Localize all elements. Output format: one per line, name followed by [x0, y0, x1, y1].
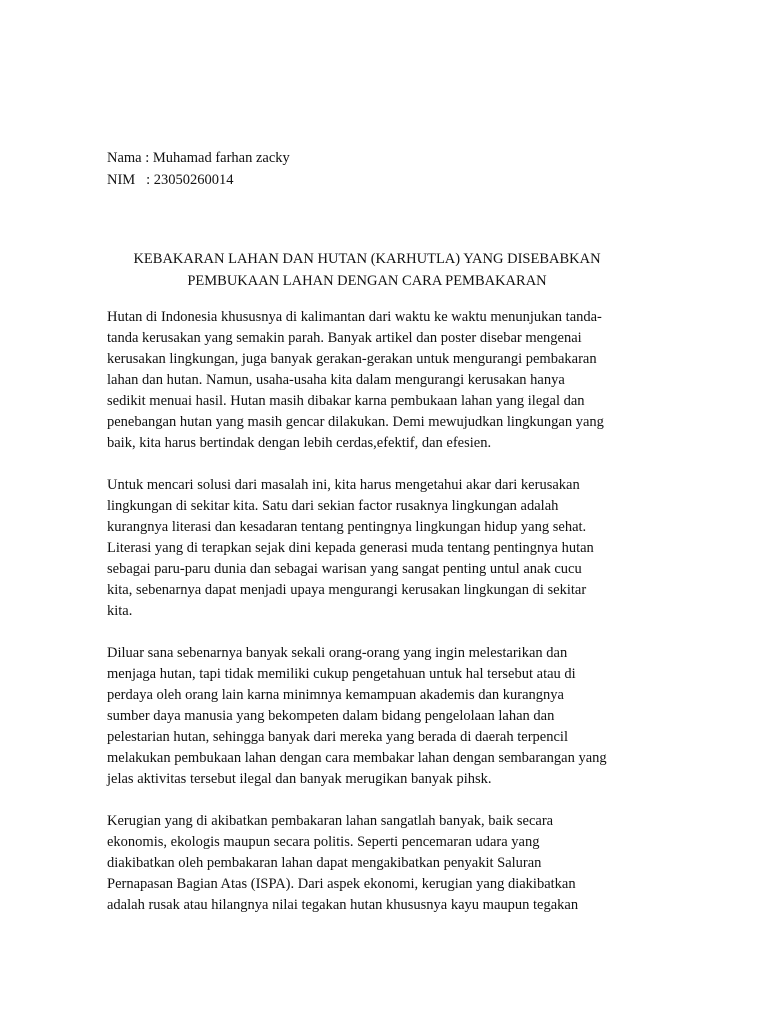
student-identity — [107, 147, 290, 191]
student-name: Nama : Muhamad farhan zacky — [107, 150, 290, 166]
paragraph-line: melakukan pembukaan lahan dengan cara membakar lahan dengan sembarangan yang — [107, 750, 607, 766]
paragraph-2 — [107, 475, 637, 622]
paragraph-line: Pernapasan Bagian Atas (ISPA). Dari aspek ekonomi, kerugian yang diakibatkan — [107, 876, 576, 892]
paragraph-line: lahan dan hutan. Namun, usaha-usaha kita dalam mengurangi kerusakan hanya — [107, 372, 565, 388]
paragraph-line: adalah rusak atau hilangnya nilai tegakan hutan khususnya kayu maupun tegakan — [107, 897, 579, 913]
paragraph-line: sedikit menuai hasil. Hutan masih dibakar karna pembukaan lahan yang ilegal dan — [107, 393, 585, 409]
paragraph-line: baik, kita harus bertindak dengan lebih cerdas,efektif, dan efesien. — [107, 435, 492, 451]
paragraph-line: pelestarian hutan, sehingga banyak dari mereka yang berada di daerah terpencil — [107, 729, 568, 745]
paragraph-line: Kerugian yang di akibatkan pembakaran lahan sangatlah banyak, baik secara — [107, 813, 554, 829]
paragraph-4 — [107, 811, 637, 916]
student-nim: NIM : 23050260014 — [107, 172, 234, 188]
paragraph-line: kerusakan lingkungan, juga banyak gerakan-gerakan untuk mengurangi pembakaran — [107, 351, 597, 367]
paragraph-line: lingkungan di sekitar kita. Satu dari sekian factor rusaknya lingkungan adalah — [107, 498, 559, 514]
paragraph-line: sumber daya manusia yang bekompeten dalam bidang pengelolaan lahan dan — [107, 708, 555, 724]
paragraph-line: kita, sebenarnya dapat menjadi upaya mengurangi kerusakan lingkungan di sekitar — [107, 582, 587, 598]
title-line-1: KEBAKARAN LAHAN DAN HUTAN (KARHUTLA) YANG DISEBABKAN — [133, 251, 601, 267]
paragraph-line: ekonomis, ekologis maupun secara politis. Seperti pencemaran udara yang — [107, 834, 540, 850]
paragraph-line: jelas aktivitas tersebut ilegal dan banyak merugikan banyak pihsk. — [107, 771, 492, 787]
paragraph-line: menjaga hutan, tapi tidak memiliki cukup pengetahuan untuk hal tersebut atau di — [107, 666, 576, 682]
document-title — [100, 248, 634, 292]
paragraph-line: kurangnya literasi dan kesadaran tentang pentingnya lingkungan hidup yang sehat. — [107, 519, 587, 535]
document-body — [107, 307, 637, 937]
paragraph-line: sebagai paru-paru dunia dan sebagai warisan yang sangat penting untul anak cucu — [107, 561, 582, 577]
paragraph-1 — [107, 307, 637, 454]
paragraph-line: penebangan hutan yang masih gencar dilakukan. Demi mewujudkan lingkungan yang — [107, 414, 604, 430]
paragraph-line: perdaya oleh orang lain karna minimnya kemampuan akademis dan kurangnya — [107, 687, 564, 703]
title-line-2: PEMBUKAAN LAHAN DENGAN CARA PEMBAKARAN — [187, 273, 547, 289]
paragraph-line: Hutan di Indonesia khususnya di kalimantan dari waktu ke waktu menunjukan tanda- — [107, 309, 602, 325]
paragraph-3 — [107, 643, 637, 790]
paragraph-line: kita. — [107, 603, 133, 619]
paragraph-line: tanda kerusakan yang semakin parah. Banyak artikel dan poster disebar mengenai — [107, 330, 582, 346]
paragraph-line: diakibatkan oleh pembakaran lahan dapat mengakibatkan penyakit Saluran — [107, 855, 542, 871]
paragraph-line: Untuk mencari solusi dari masalah ini, kita harus mengetahui akar dari kerusakan — [107, 477, 580, 493]
paragraph-line: Literasi yang di terapkan sejak dini kepada generasi muda tentang pentingnya hutan — [107, 540, 594, 556]
paragraph-line: Diluar sana sebenarnya banyak sekali orang-orang yang ingin melestarikan dan — [107, 645, 568, 661]
